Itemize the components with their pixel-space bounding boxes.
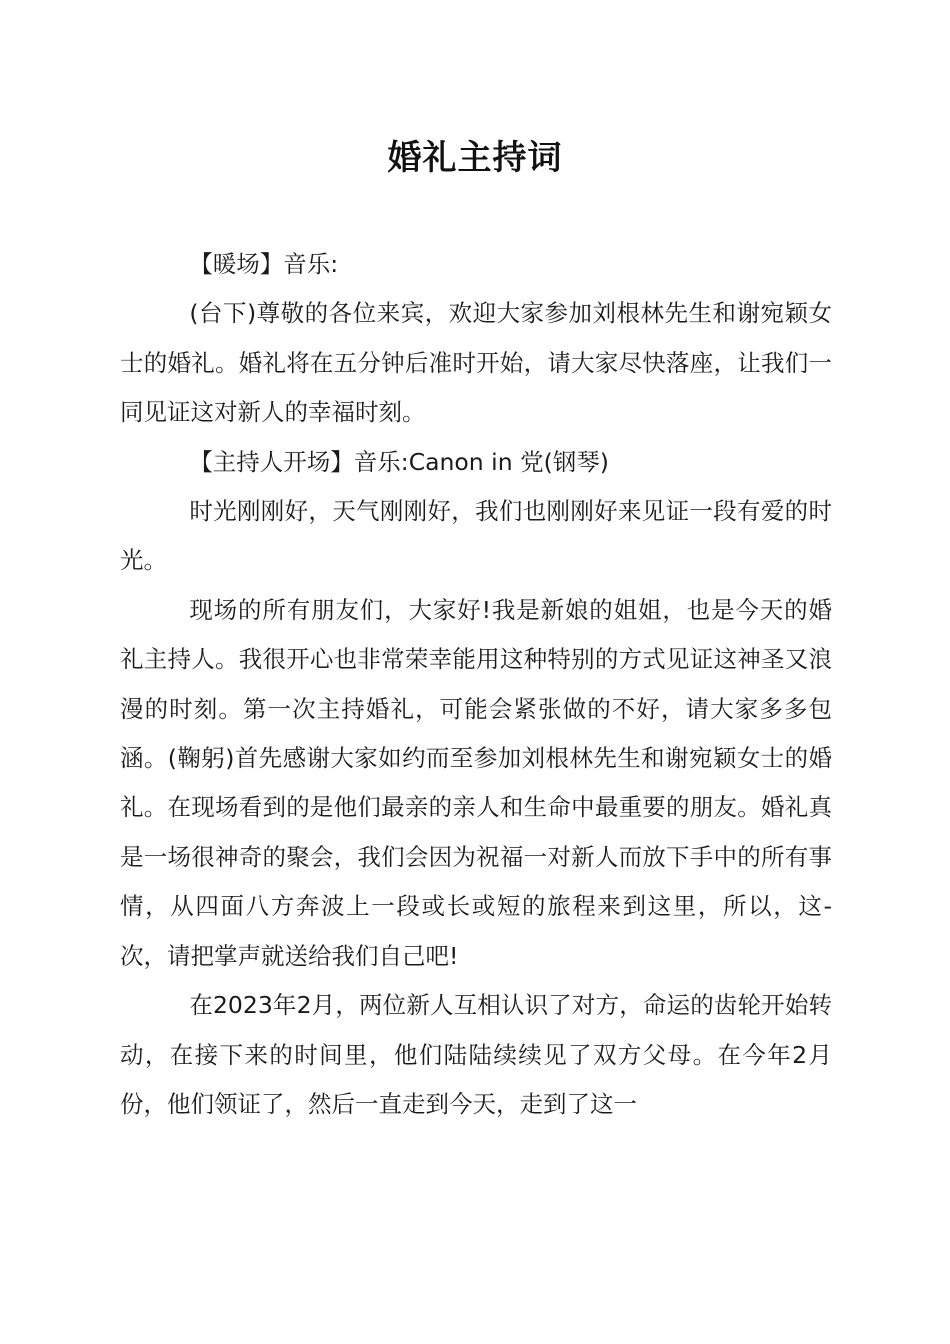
paragraph-story: 在2023年2月，两位新人互相认识了对方，命运的齿轮开始转动，在接下来的时间里，他们陆陆续续见了双方父母。在今年2月份，他们领证了，然后一直走到今天，走到了这一 [120,991,832,1118]
paragraph-welcome: (台下)尊敬的各位来宾，欢迎大家参加刘根林先生和谢宛颖女士的婚礼。婚礼将在五分钟后准时开始，请大家尽快落座，让我们一同见证这对新人的幸福时刻。 [120,299,832,427]
document-body [120,240,832,1129]
paragraph-host-opening: 【主持人开场】音乐:Canon in 党(钢琴) [189,447,609,476]
paragraph-warmup: 【暖场】音乐: [189,250,339,278]
paragraph-time: 时光刚刚好，天气刚刚好，我们也刚刚好来见证一段有爱的时光。 [120,497,832,575]
paragraph-greeting: 现场的所有朋友们，大家好!我是新娘的姐姐，也是今天的婚礼主持人。我很开心也非常荣幸能用这种特别的方式见证这神圣又浪漫的时刻。第一次主持婚礼，可能会紧张做的不好，请大家多多包涵。(鞠躬)首先感谢大家如约而至参加刘根林先生和谢宛颖女士的婚礼。在现场看到的是他们最亲的亲人和生命中最重要的朋友。婚礼真是一场很神奇的聚会，我们会因为祝福一对新人而放下手中的所有事情，从四面八方奔波上一段或长或短的旅程来到这里，所以，这-次，请把掌声就送给我们自己吧! [120,595,832,970]
document-title: 婚礼主持词 [387,138,563,178]
